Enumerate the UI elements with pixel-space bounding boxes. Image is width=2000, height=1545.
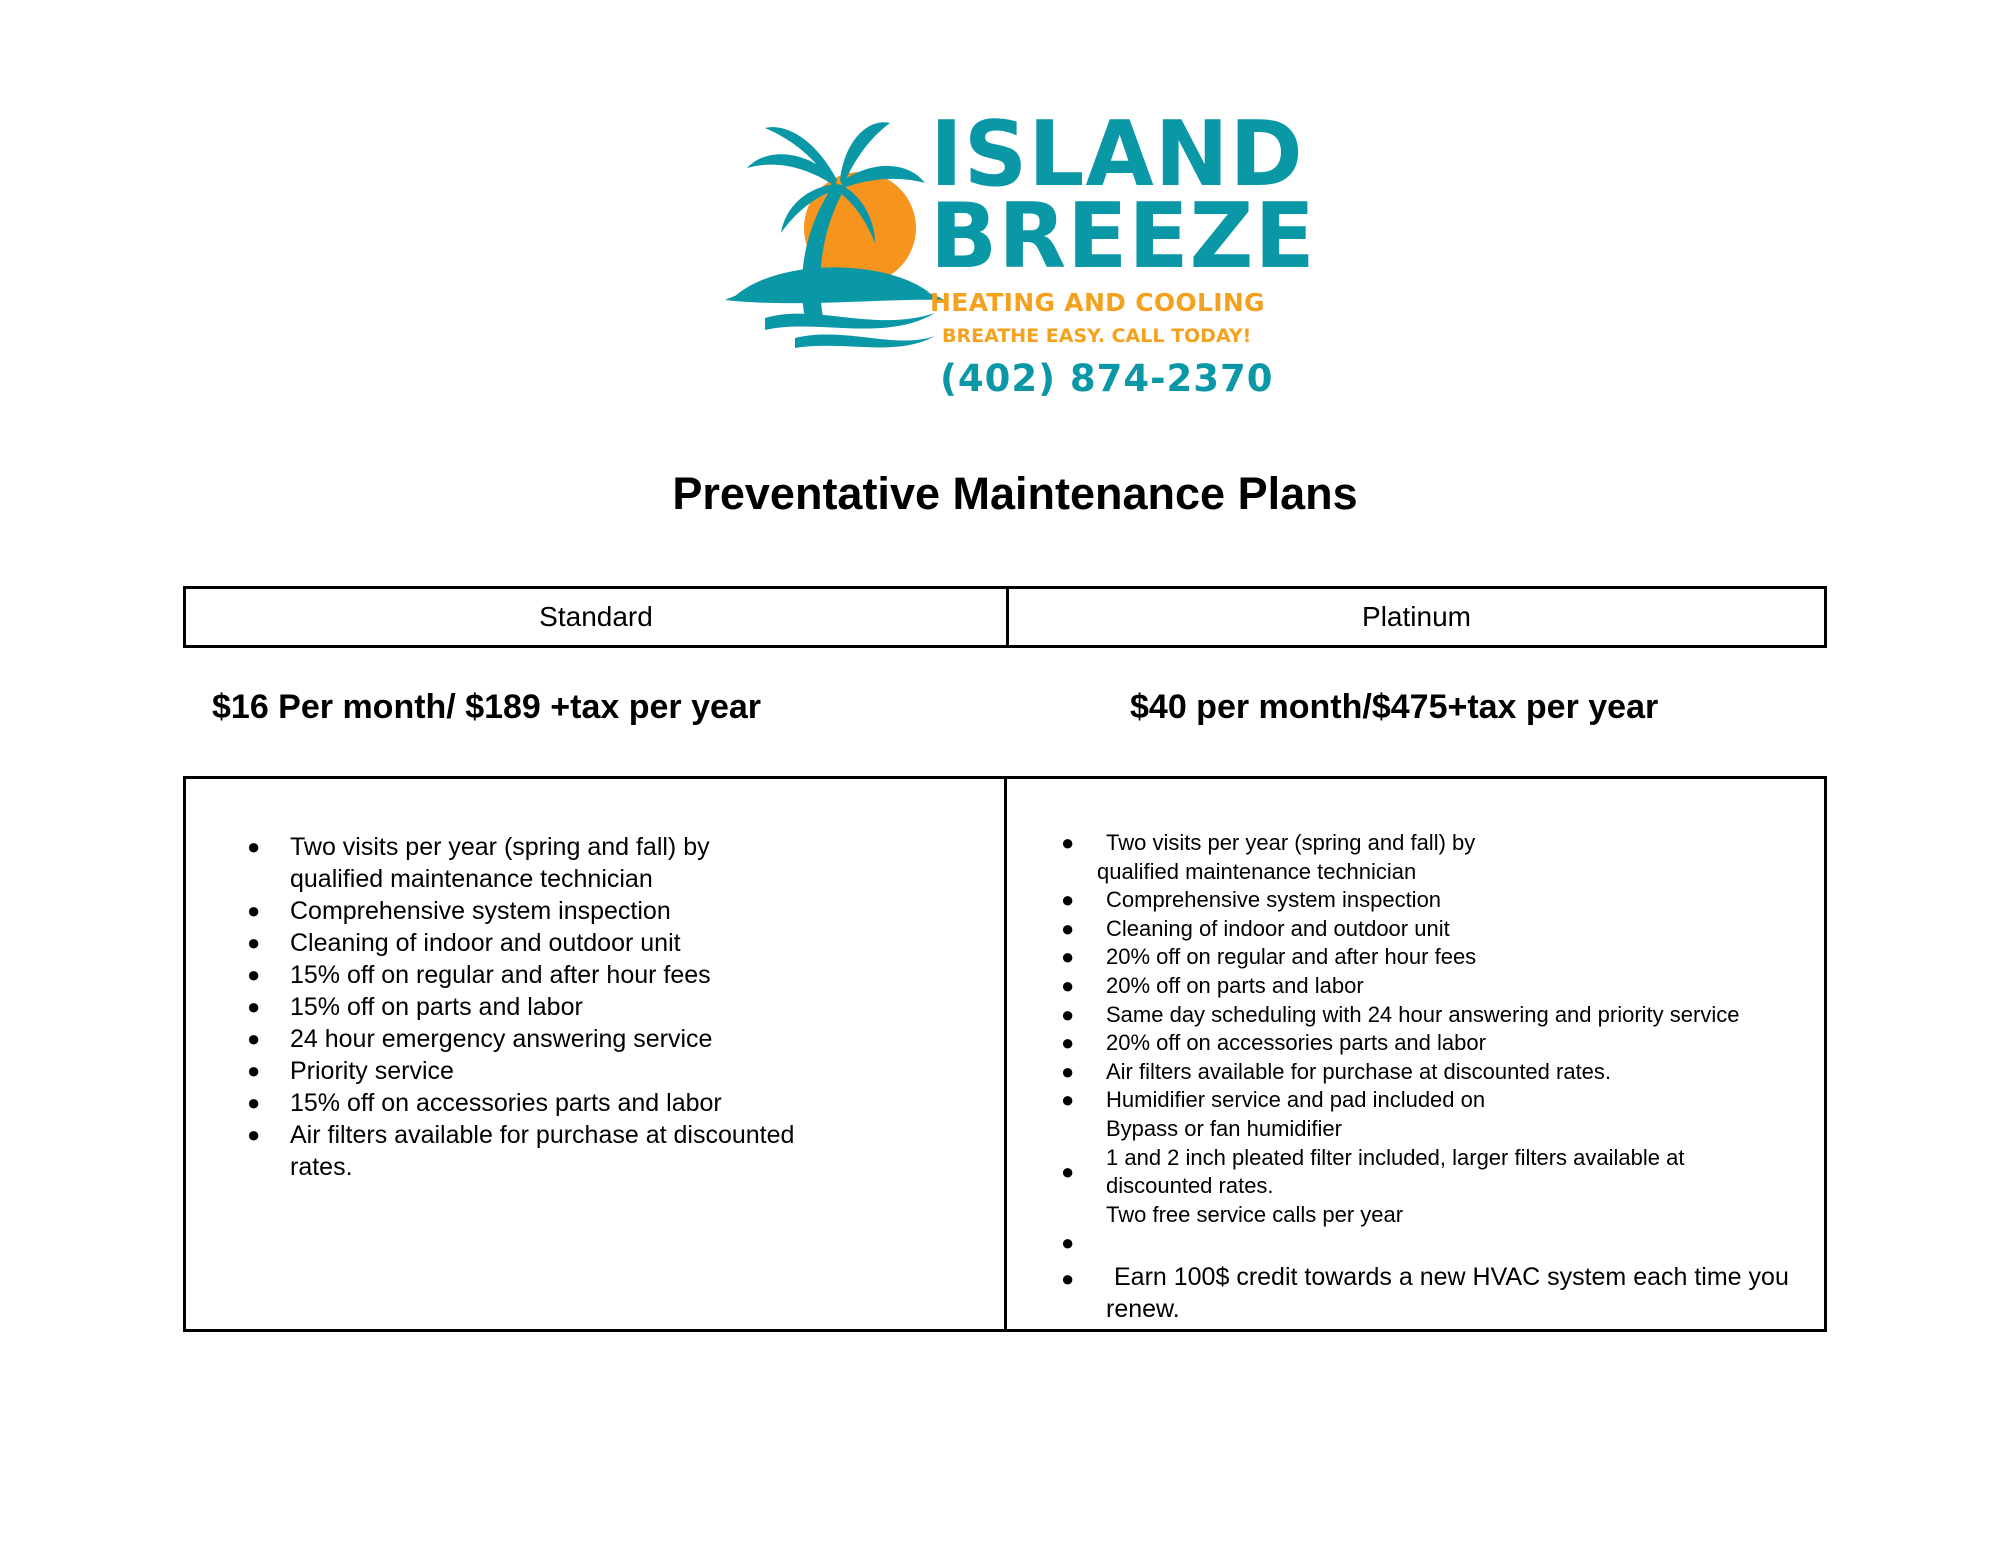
list-item: ● Cleaning of indoor and outdoor unit (247, 929, 681, 957)
bullet-icon: ● (247, 1122, 261, 1147)
bullet-icon: ● (247, 1058, 261, 1083)
brand-phone: (402) 874-2370 (940, 357, 1274, 400)
column-divider (1004, 779, 1007, 1329)
list-item: ● 15% off on regular and after hour fees (247, 961, 711, 989)
platinum-price: $40 per month/$475+tax per year (1130, 688, 1659, 726)
bullet-icon: ● (1061, 1230, 1075, 1256)
list-item-empty (1061, 1229, 1806, 1257)
plan-header-table (183, 586, 1827, 648)
list-item-continuation: qualified maintenance technician (1097, 858, 1417, 884)
list-item: ● Two visits per year (spring and fall) by (247, 833, 710, 861)
bullet-icon: ● (1061, 915, 1075, 941)
bullet-icon: ● (1061, 1158, 1075, 1184)
bullet-icon: ● (247, 834, 261, 859)
list-item-continuation: rates. (290, 1153, 353, 1181)
bullet-icon: ● (247, 1090, 261, 1115)
list-item: ● Earn 100$ credit towards a new HVAC system each time you (1106, 1261, 1806, 1293)
list-item: ● 15% off on parts and labor (247, 993, 583, 1021)
list-item-continuation: Bypass or fan humidifier (1106, 1115, 1342, 1141)
list-item: ● Priority service (247, 1057, 454, 1085)
bullet-icon: ● (247, 994, 261, 1019)
list-item: ● 20% off on accessories parts and labor (1106, 1029, 1806, 1058)
bullet-icon: ● (1061, 1030, 1075, 1056)
list-item: ● Two visits per year (spring and fall) by (1106, 829, 1806, 858)
list-item-continuation: qualified maintenance technician (290, 865, 653, 893)
list-item: ● Same day scheduling with 24 hour answering and priority service (1106, 1001, 1806, 1030)
bullet-icon: ● (1061, 944, 1075, 970)
list-item: ● Humidifier service and pad included on (1106, 1086, 1806, 1115)
list-item: ● 1 and 2 inch pleated filter included, larger filters available at (1106, 1144, 1806, 1173)
list-item: ● 15% off on accessories parts and labor (247, 1089, 722, 1117)
list-item: ● Air filters available for purchase at discounted rates. (1106, 1058, 1806, 1087)
plan-header-standard: Standard (186, 589, 1009, 645)
list-item: ● Air filters available for purchase at discounted (247, 1121, 795, 1149)
list-item: ● Comprehensive system inspection (247, 897, 671, 925)
list-item: ● Cleaning of indoor and outdoor unit (1106, 915, 1806, 944)
bullet-icon: ● (247, 1026, 261, 1051)
page-title: Preventative Maintenance Plans (672, 468, 1358, 519)
list-item: ● 20% off on parts and labor (1106, 972, 1806, 1001)
brand-subtitle: HEATING AND COOLING (930, 288, 1265, 317)
bullet-icon: ● (1061, 830, 1075, 855)
brand-name-line2: BREEZE (930, 184, 1316, 289)
features-table (183, 776, 1827, 1332)
bullet-icon: ● (247, 930, 261, 955)
list-item-continuation: discounted rates. (1106, 1173, 1274, 1199)
brand-tagline: BREATHE EASY. CALL TODAY! (942, 325, 1252, 347)
bullet-icon: ● (1061, 887, 1075, 913)
bullet-icon: ● (1061, 972, 1075, 998)
list-item: ● 24 hour emergency answering service (247, 1025, 713, 1053)
bullet-icon: ● (247, 962, 261, 987)
standard-price: $16 Per month/ $189 +tax per year (212, 688, 762, 726)
brand-name-line1: ISLAND (930, 102, 1304, 207)
list-item: ● 20% off on regular and after hour fees (1106, 943, 1806, 972)
list-item-continuation: renew. (1106, 1295, 1180, 1324)
bullet-icon: ● (1061, 1266, 1075, 1292)
standard-feature-list (247, 831, 910, 1183)
brand-text-block (930, 102, 1316, 400)
platinum-feature-list (1061, 829, 1806, 1325)
list-item: ● Comprehensive system inspection (1106, 886, 1806, 915)
bullet-icon: ● (1061, 1001, 1075, 1027)
bullet-icon: ● (247, 898, 261, 923)
bullet-icon: ● (1061, 1087, 1075, 1113)
plan-header-platinum: Platinum (1362, 601, 1471, 632)
bullet-icon: ● (1061, 1058, 1075, 1084)
list-item-continuation: Two free service calls per year (1106, 1201, 1404, 1227)
